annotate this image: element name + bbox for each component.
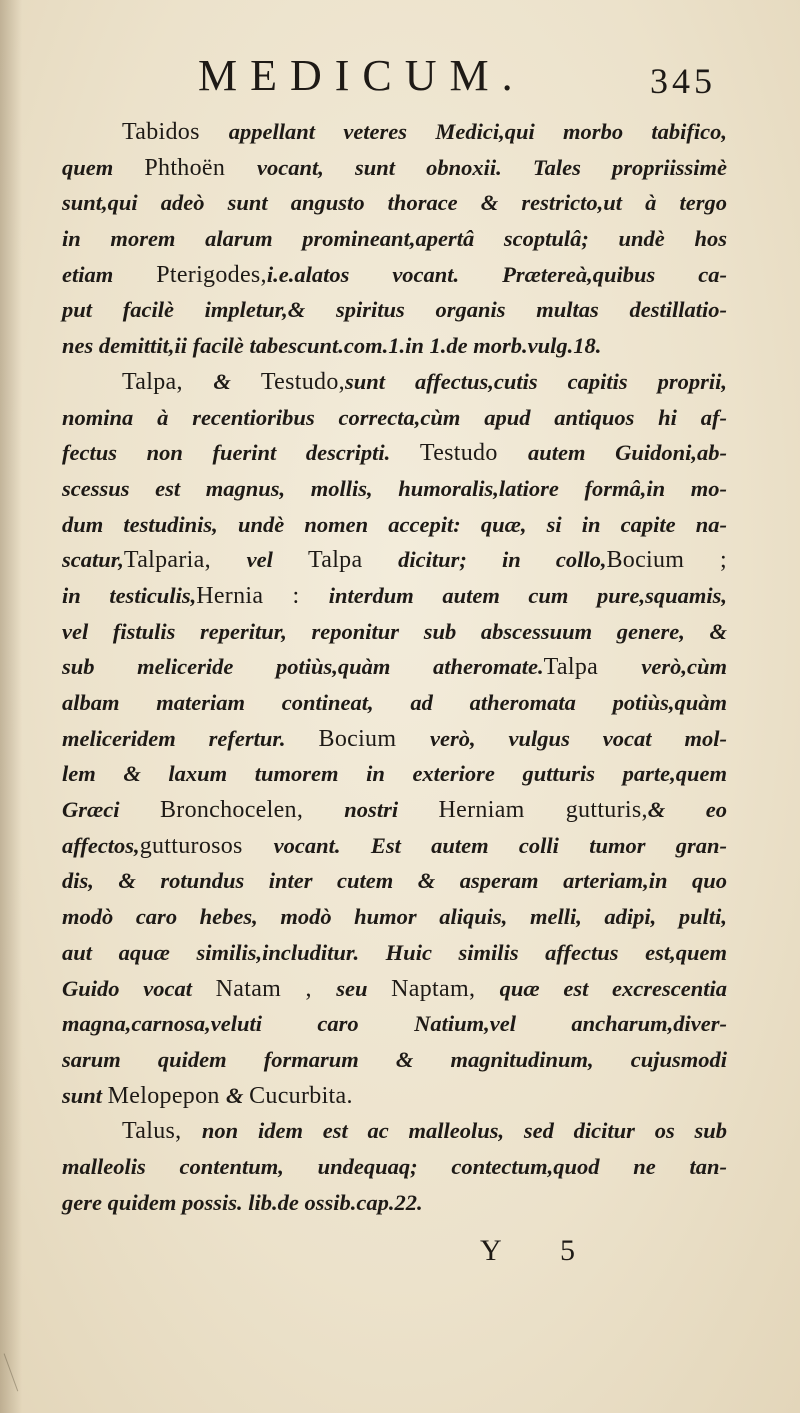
italic-text: aut aquæ similis,includitur. Huic similis affectus est,quem [62,939,727,965]
signature-mark: Y 5 [480,1234,602,1267]
italic-text: non idem est ac malleolus, sed dicitur os sub [201,1118,727,1144]
roman-text: Testudo [419,440,528,467]
text-line [62,150,727,186]
text-line [62,649,727,685]
italic-text: fectus non fuerint descripti. [62,440,420,466]
text-line [62,971,727,1007]
italic-text: put facilè impletur,& spiritus organis multas destillatio- [62,297,727,323]
text-line [62,364,727,400]
roman-text: Testudo, [260,368,345,395]
roman-text: Bocium ; [606,547,727,574]
italic-text: quem [62,154,145,180]
text-line [62,114,727,150]
text-line [62,471,727,507]
italic-text: albam materiam contineat, ad atheromata potiùs,quàm [62,690,727,715]
gutter-shadow [0,0,22,1413]
text-line [62,507,727,543]
text-line [62,685,727,721]
italic-text: in testiculis, [62,582,197,608]
italic-text: nostri [344,797,439,823]
roman-text: Herniam gutturis, [438,797,648,824]
text-line [62,614,727,650]
roman-text: Bronchocelen, [159,797,345,824]
italic-text: quæ est excrescentia [499,975,728,1001]
text-line [62,542,727,578]
italic-text: dicitur; in collo, [398,547,607,573]
body-text [62,114,727,1220]
roman-text: Melopepon [107,1082,226,1109]
roman-text: Talus, [122,1118,202,1145]
italic-text: etiam [62,261,157,287]
roman-text: Talpa [307,547,399,574]
roman-text: Cucurbita. [249,1082,353,1109]
page-header [0,50,800,114]
text-line [62,221,727,257]
italic-text: nes demittit,ii facilè tabescunt.com.1.in 1.de morb.vulg.18. [62,333,602,359]
running-head: MEDICUM. [198,51,526,100]
text-line [62,435,727,471]
text-line [62,1042,727,1078]
italic-text: scatur, [62,547,124,573]
italic-text: sunt,qui adeò sunt angusto thorace & restricto,ut à tergo [62,190,727,216]
italic-text: appellant veteres Medici,qui morbo tabifico, [228,119,727,144]
text-line [62,185,727,221]
italic-text: magna,carnosa,veluti caro Natium,vel ancharum,diver- [62,1011,727,1037]
italic-text: Græci [62,797,160,823]
italic-text: gere quidem possis. lib.de ossib.cap.22. [62,1189,423,1215]
roman-text: Talpa, [122,368,214,395]
roman-text: Bocium [318,725,430,752]
text-line [62,1185,727,1221]
page-number: 345 [650,61,716,101]
italic-text: sunt affectus,cutis capitis proprii, [344,368,727,394]
italic-text: interdum autem cum pure,squamis, [328,582,728,608]
roman-text: Hernia : [196,582,329,609]
roman-text: Talparia, [123,547,247,574]
italic-text: scessus est magnus, mollis, humoralis,latiore formâ,in mo- [62,475,727,501]
italic-text: & [225,1082,250,1108]
text-line [62,863,727,899]
roman-text: Tabidos [122,119,229,145]
italic-text: verò,cùm [641,654,727,680]
text-line [62,792,727,828]
text-line [62,1006,727,1042]
italic-text: modò caro hebes, modò humor aliquis, melli, adipi, pulti, [62,904,727,930]
text-line [62,1113,727,1149]
text-line [62,935,727,971]
text-line [62,828,727,864]
italic-text: vel [246,547,308,573]
italic-text: i.e.alatos vocant. Prætereà,quibus ca- [266,261,727,287]
italic-text: nomina à recentioribus correcta,cùm apud antiquos hi af- [62,404,727,430]
text-line [62,756,727,792]
italic-text: malleolis contentum, undequaq; contectum,quod ne tan- [62,1153,727,1179]
italic-text: vocant, sunt obnoxii. Tales propriissimè [256,154,727,180]
italic-text: verò, vulgus vocat mol- [429,725,727,751]
text-line [62,899,727,935]
roman-text: Natam , [215,975,337,1002]
roman-text: Naptam, [391,975,500,1002]
italic-text: seu [336,975,392,1001]
italic-text: sunt [62,1082,108,1108]
text-line [62,257,727,293]
italic-text: vocant. Est autem colli tumor gran- [273,832,728,858]
italic-text: affectos, [62,832,140,858]
text-line [62,292,727,328]
italic-text: in morem alarum promineant,apertâ scoptulâ; undè hos [62,226,727,252]
roman-text: Pterigodes, [156,261,267,288]
text-line [62,1149,727,1185]
italic-text: vel fistulis reperitur, reponitur sub abscessuum genere, & [62,618,727,644]
italic-text: & [213,368,261,394]
italic-text: lem & laxum tumorem in exteriore gutturis parte,quem [62,761,727,787]
roman-text: Phthoën [144,154,257,181]
italic-text: autem Guidoni,ab- [527,440,727,466]
italic-text: meliceridem refertur. [62,725,319,751]
italic-text: Guido vocat [62,975,216,1001]
roman-text: Talpa [543,654,642,681]
roman-text: gutturosos [139,832,274,859]
text-line [62,328,727,364]
text-line [62,400,727,436]
italic-text: sub meliceride potiùs,quàm atheromate. [62,654,544,680]
italic-text: dis, & rotundus inter cutem & asperam arteriam,in quo [62,868,727,894]
italic-text: dum testudinis, undè nomen accepit: quæ, si in capite na- [62,511,727,537]
text-line [62,721,727,757]
italic-text: sarum quidem formarum & magnitudinum, cujusmodi [62,1046,727,1072]
italic-text: & eo [647,797,728,823]
text-line [62,578,727,614]
text-line [62,1078,727,1114]
